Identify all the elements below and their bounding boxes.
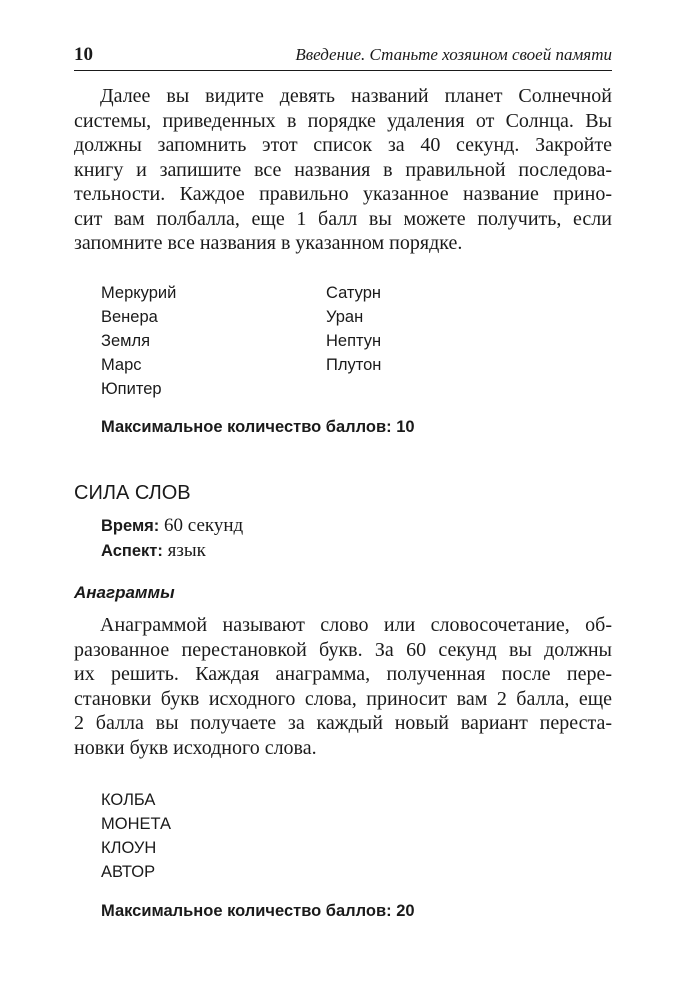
planet-item: Уран	[326, 308, 364, 326]
paragraph-line: тельности. Каждое правильно указанное название прино-	[74, 183, 612, 205]
paragraph-line: запомните все названия в указанном порядке.	[74, 232, 463, 254]
aspect-label: Аспект:	[101, 542, 163, 560]
paragraph-line: книгу и запишите все названия в правильной последова-	[74, 158, 612, 181]
planet-item: Марс	[101, 356, 142, 374]
planet-item: Плутон	[326, 356, 382, 374]
anagrams-max-score: Максимальное количество баллов: 20	[101, 902, 415, 920]
time-value: 60 секунд	[159, 515, 244, 536]
planet-item: Нептун	[326, 332, 382, 350]
anagram-paragraph	[74, 613, 612, 760]
page-header	[74, 42, 612, 71]
anagram-word: МОНЕТА	[101, 815, 172, 833]
time-label: Время:	[101, 517, 160, 535]
anagram-word: КОЛБА	[101, 791, 156, 809]
paragraph-line: системы, приведенных в порядке удаления от Солнца. Вы	[74, 109, 612, 132]
anagram-word: АВТОР	[101, 863, 156, 881]
planet-item: Сатурн	[326, 284, 382, 302]
intro-paragraph	[74, 84, 612, 256]
page-number: 10	[74, 44, 93, 65]
paragraph-line: разованное перестановкой букв. За 60 секунд вы должны	[74, 638, 612, 661]
paragraph-line: Далее вы видите девять названий планет Солнечной	[100, 85, 612, 107]
paragraph-line: их решить. Каждая анаграмма, полученная после пере-	[74, 663, 612, 685]
paragraph-line: становки букв исходного слова, приносит вам 2 балла, еще	[74, 687, 612, 710]
running-head: Введение. Станьте хозяином своей памяти	[295, 45, 612, 64]
planet-item: Юпитер	[101, 380, 162, 398]
section-title: СИЛА СЛОВ	[74, 482, 191, 504]
aspect-value: язык	[162, 540, 206, 561]
paragraph-line: сит вам полбалла, еще 1 балл вы можете получить, если	[74, 207, 612, 230]
paragraph-line: Анаграммой называют слово или словосочетание, об-	[100, 614, 612, 636]
planet-item: Венера	[101, 308, 158, 326]
aspect-line	[101, 540, 206, 562]
subsection-title: Анаграммы	[74, 583, 175, 602]
planets-max-score: Максимальное количество баллов: 10	[101, 418, 415, 436]
anagram-word: КЛОУН	[101, 839, 157, 857]
paragraph-line: должны запомнить этот список за 40 секунд. Закройте	[74, 134, 612, 156]
planet-item: Меркурий	[101, 284, 177, 302]
paragraph-line: новки букв исходного слова.	[74, 736, 317, 759]
planet-item: Земля	[101, 332, 151, 350]
time-line	[101, 515, 243, 537]
paragraph-line: 2 балла вы получаете за каждый новый вариант переста-	[74, 712, 612, 734]
